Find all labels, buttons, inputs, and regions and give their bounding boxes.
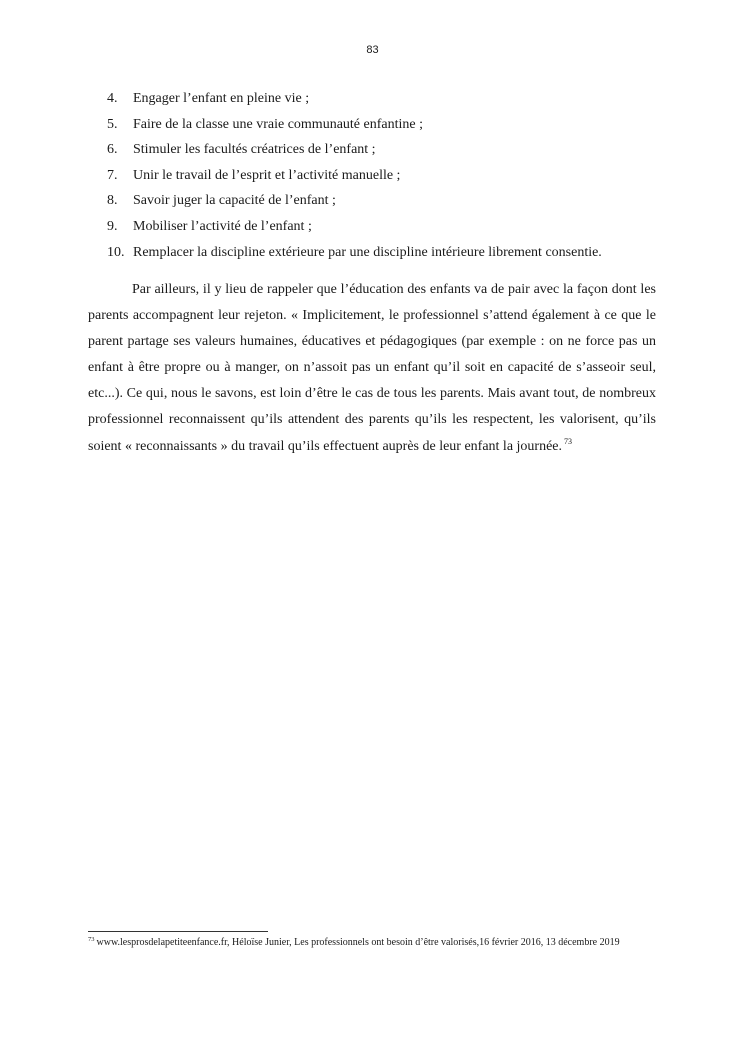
page-number: 83 bbox=[366, 44, 379, 56]
list-item-text: Mobiliser l’activité de l’enfant ; bbox=[133, 218, 312, 234]
list-item bbox=[107, 188, 667, 214]
list-item-text: Faire de la classe une vraie communauté enfantine ; bbox=[133, 116, 423, 132]
list-item-text: Engager l’enfant en pleine vie ; bbox=[133, 91, 310, 106]
list-item-text: Savoir juger la capacité de l’enfant ; bbox=[133, 193, 336, 209]
list-item bbox=[107, 214, 667, 240]
paragraph-text: Par ailleurs, il y lieu de rappeler que l’éducation des enfants va de pair avec la façon dont les parents accompagnent leur rejeton. « Implicitement, le professionnel s’attend également à ce que le parent partage ses valeurs humaines, éducatives et pédagogiques (par exemple : on ne force pas un enfant à être propre ou à manger, on n’assoit pas un enfant qu’il soit en capacité de s’asseoir seul, etc...). Ce qui, nous le savons, est loin d’être le cas de tous les parents. Mais avant tout, de nombreux professionnel reconnaissent qu’ils attendent des parents qu’ils les respectent, les valorisent, qu’ils soient « reconnaissants » du travail qu’ils effectuent auprès de leur enfant la journée. bbox=[88, 282, 656, 454]
list-item-number: 5. bbox=[107, 116, 118, 132]
list-item-number: 10. bbox=[107, 244, 125, 260]
body-paragraph bbox=[88, 277, 656, 460]
list-item-number: 7. bbox=[107, 167, 118, 183]
list-item bbox=[107, 112, 667, 138]
list-item-text: Stimuler les facultés créatrices de l’enfant ; bbox=[133, 142, 376, 158]
list-item bbox=[107, 163, 667, 189]
footnote-text: www.lesprosdelapetiteenfance.fr, Héloïse Junier, Les professionnels ont besoin d’être valorisés,16 février 2016, 13 décembre 2019 bbox=[96, 937, 620, 948]
footnote-reference[interactable]: 73 bbox=[564, 436, 573, 446]
footnote-marker: 73 bbox=[88, 936, 95, 943]
list-item-number: 6. bbox=[107, 142, 118, 158]
list-item bbox=[107, 137, 667, 163]
list-item bbox=[107, 240, 667, 266]
list-item-number: 4. bbox=[107, 91, 118, 106]
list-item-number: 8. bbox=[107, 193, 118, 209]
list-item bbox=[107, 86, 667, 112]
numbered-list bbox=[107, 86, 667, 265]
footnote-separator bbox=[88, 931, 268, 932]
list-item-number: 9. bbox=[107, 218, 118, 234]
list-item-text: Unir le travail de l’esprit et l’activité manuelle ; bbox=[133, 167, 401, 183]
list-item-text: Remplacer la discipline extérieure par une discipline intérieure librement consentie. bbox=[133, 244, 602, 260]
footnote bbox=[88, 936, 648, 950]
